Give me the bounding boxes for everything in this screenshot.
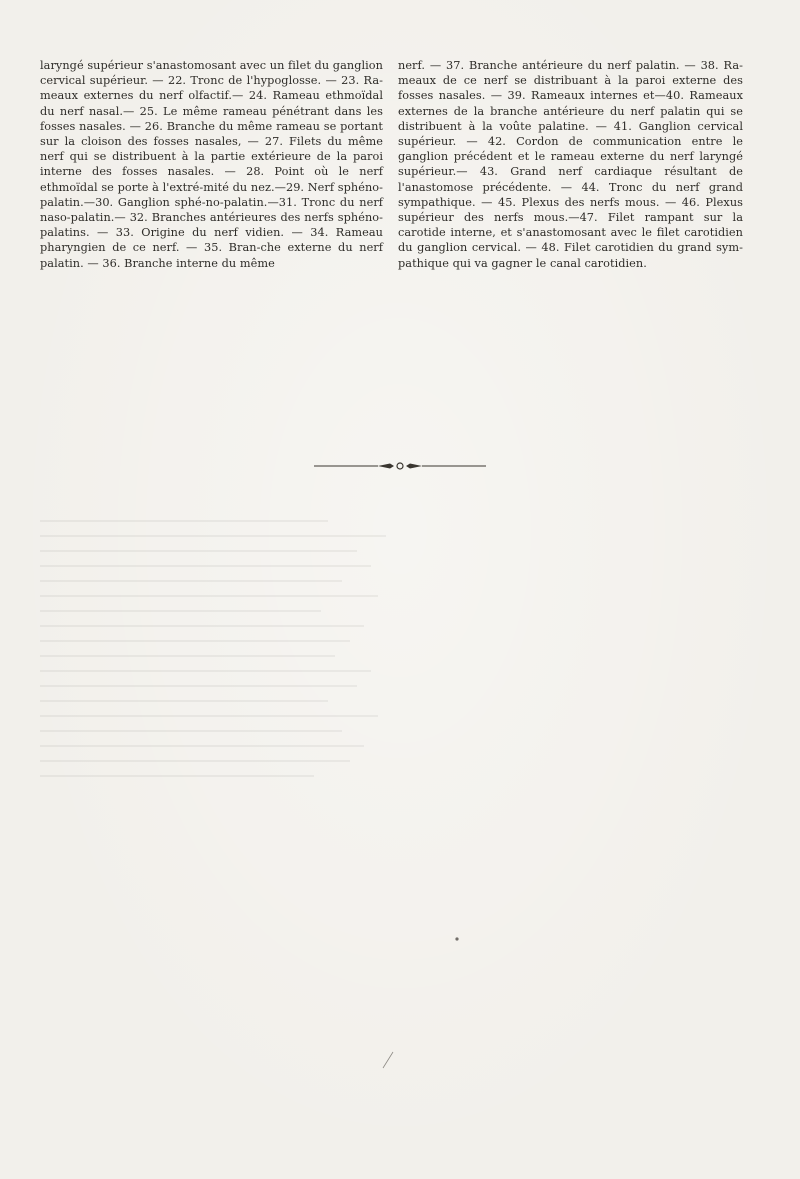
legend-text-right-column: nerf. — 37. Branche antérieure du nerf palatin. — 38. Ra-meaux de ce nerf se distribuant à la paroi externe des fosses nasales. — 39. Rameaux internes et—40. Rameaux externes de la branche antérieure du nerf palatin qui se distribuent à la voûte palatine. — 41. Ganglion cervical supérieur. — 42. Cordon de communication entre le ganglion précédent et le rameau externe du nerf laryngé supérieur.— 43. Grand nerf cardiaque résultant de l'anastomose précédente. — 44. Tronc du nerf grand sympathique. — 45. Plexus des nerfs mous. — 46. Plexus supérieur des nerfs mous.—47. Filet rampant sur la carotide interne, et s'anastomosant avec le filet carotidien du ganglion cervical. — 48. Filet carotidien du grand sym-pathique qui va gagner le canal carotidien.	[398, 59, 743, 270]
typographic-rule-ornament-icon	[310, 460, 490, 472]
legend-text-left-column: laryngé supérieur s'anastomosant avec un filet du ganglion cervical supérieur. — 22. Tronc de l'hypoglosse. — 23. Ra-meaux externes du nerf olfactif.— 24. Rameau ethmoïdal du nerf nasal.— 25. Le même rameau pénétrant dans les fosses nasales. — 26. Branche du même rameau se portant sur la cloison des fosses nasales, — 27. Filets du même nerf qui se distribuent à la partie extérieure de la paroi interne des fosses nasales. — 28. Point où le nerf ethmoïdal se porte à l'extré-mité du nez.—29. Nerf sphéno-palatin.—30. Ganglion sphé-no-palatin.—31. Tronc du nerf naso-palatin.— 32. Branches antérieures des nerfs sphéno-palatins. — 33. Origine du nerf vidien. — 34. Rameau pharyngien de ce nerf. — 35. Bran-che externe du nerf palatin. — 36. Branche interne du même	[40, 59, 383, 270]
show-through-bleed	[40, 520, 760, 1140]
